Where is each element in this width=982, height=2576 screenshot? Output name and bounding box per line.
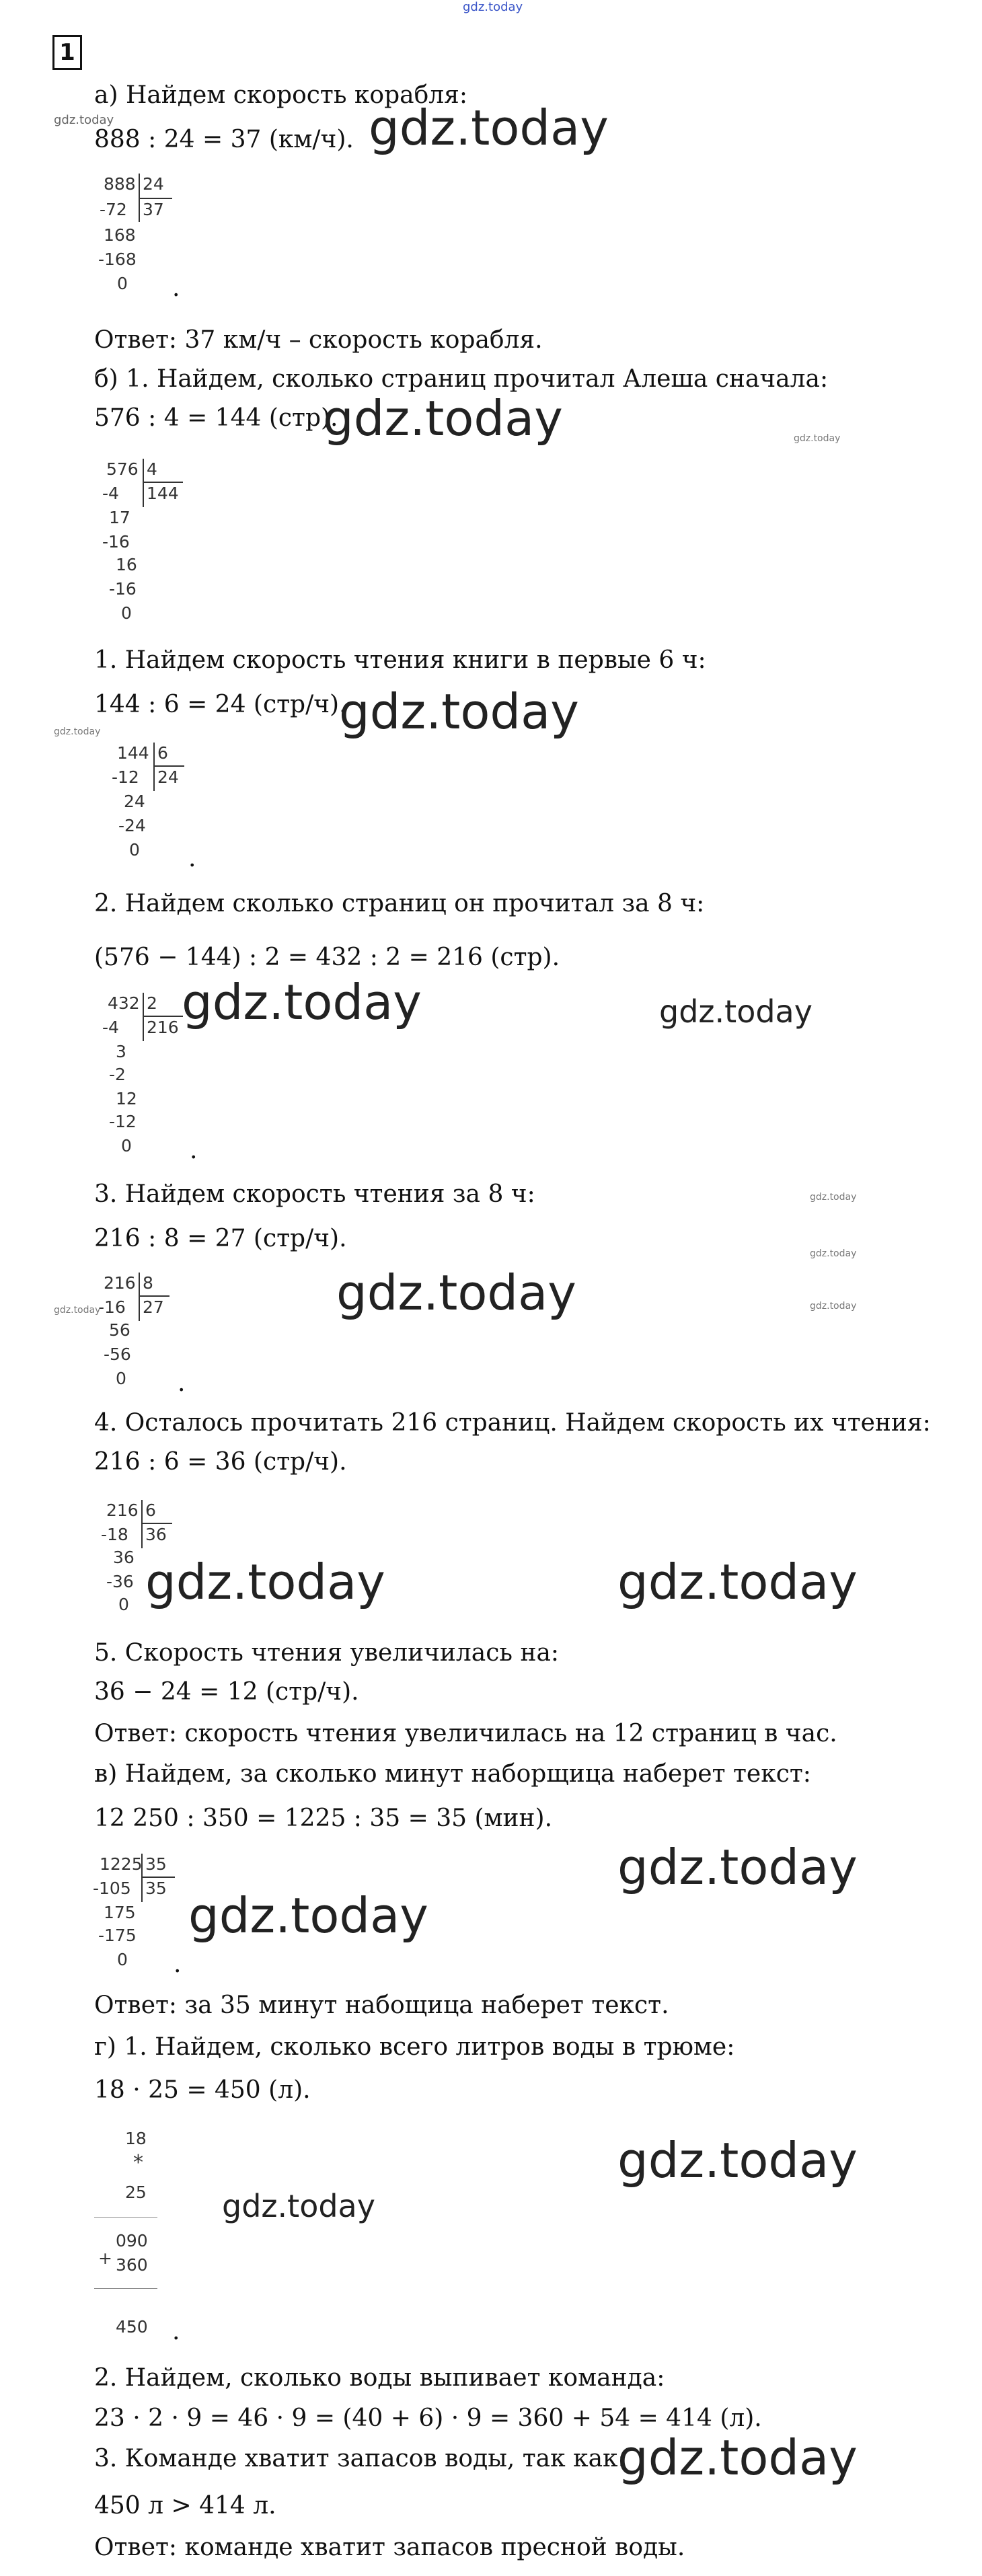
step: -16 [102, 532, 130, 552]
b-step3-title: 3. Найдем скорость чтения за 8 ч: [94, 1180, 535, 1208]
dot: . [172, 274, 180, 302]
factor: 18 [125, 2129, 147, 2148]
b-step5-title: 5. Скорость чтения увеличилась на: [94, 1639, 560, 1667]
divisor: 6 [157, 743, 168, 763]
g-equation-1: 18 · 25 = 450 (л). [94, 2076, 311, 2104]
quotient: 36 [145, 1525, 167, 1544]
step: 0 [118, 1595, 129, 1614]
dividend: 144 [117, 743, 149, 763]
b-equation-6: 36 − 24 = 12 (стр/ч). [94, 1678, 359, 1706]
division-bar [143, 993, 144, 1041]
step: -24 [118, 816, 146, 835]
division-bar [141, 1854, 143, 1902]
watermark-tiny: gdz.today [794, 433, 841, 444]
divisor: 6 [145, 1501, 156, 1520]
division-bar [153, 765, 184, 767]
task-number: 1 [52, 35, 82, 70]
divisor: 35 [145, 1854, 167, 1874]
watermark-big: gdz.today [617, 2429, 858, 2486]
watermark-medium: gdz.today [659, 993, 813, 1030]
g-step2-title: 2. Найдем, сколько воды выпивает команда: [94, 2364, 665, 2392]
watermark-big: gdz.today [336, 1264, 576, 1321]
step: 56 [109, 1320, 130, 1340]
watermark-big: gdz.today [617, 1554, 858, 1610]
watermark-big: gdz.today [339, 683, 579, 740]
watermark-tiny: gdz.today [54, 726, 101, 737]
partial-product: 090 [116, 2231, 148, 2250]
divisor: 8 [143, 1273, 153, 1293]
watermark-big: gdz.today [145, 1554, 385, 1610]
b-equation-4: 216 : 8 = 27 (стр/ч). [94, 1225, 347, 1252]
g-answer: Ответ: команде хватит запасов пресной воды. [94, 2534, 685, 2561]
step: -12 [112, 767, 139, 787]
division-bar [139, 198, 172, 199]
a-equation: 888 : 24 = 37 (км/ч). [94, 126, 354, 153]
watermark-tiny: gdz.today [810, 1248, 857, 1259]
step: -168 [98, 250, 137, 269]
result-line [94, 2288, 157, 2289]
step: -56 [104, 1344, 131, 1364]
watermark-big: gdz.today [188, 1887, 428, 1944]
v-title: в) Найдем, за сколько минут наборщица наберет текст: [94, 1760, 811, 1788]
step: 12 [116, 1089, 137, 1108]
division-bar [153, 743, 155, 791]
quotient: 27 [143, 1297, 164, 1317]
dot: . [178, 1369, 186, 1397]
dividend: 216 [106, 1501, 139, 1520]
b-answer: Ответ: скорость чтения увеличилась на 12 страниц в час. [94, 1720, 837, 1747]
product: 450 [116, 2317, 148, 2337]
b-equation-2: 144 : 6 = 24 (стр/ч). [94, 691, 347, 718]
step: 3 [116, 1042, 126, 1061]
quotient: 216 [147, 1018, 179, 1037]
dividend: 432 [108, 993, 140, 1013]
watermark-small: gdz.today [54, 113, 114, 127]
step: -16 [109, 579, 137, 599]
step: 0 [117, 1950, 128, 1969]
g-title: г) 1. Найдем, сколько всего литров воды в трюме: [94, 2033, 735, 2061]
dot: . [172, 2318, 180, 2345]
step: 0 [129, 840, 140, 860]
g-equation-2: 23 · 2 · 9 = 46 · 9 = (40 + 6) · 9 = 360 + 54 = 414 (л). [94, 2404, 762, 2432]
watermark-tiny: gdz.today [54, 1305, 101, 1316]
division-bar [143, 1016, 183, 1017]
division-bar [141, 1523, 172, 1524]
watermark-tiny: gdz.today [810, 1192, 857, 1203]
plus-sign: + [98, 2248, 112, 2268]
divisor: 4 [147, 459, 157, 479]
g-step3-title: 3. Команде хватит запасов воды, так как: [94, 2445, 626, 2472]
division-bar [143, 482, 183, 483]
partial-product: 360 [116, 2255, 148, 2275]
step: -105 [93, 1879, 131, 1898]
dividend: 888 [104, 174, 136, 194]
b-equation-1: 576 : 4 = 144 (стр). [94, 404, 338, 432]
b-step1-title: 1. Найдем скорость чтения книги в первые 6 ч: [94, 646, 706, 674]
step: -16 [98, 1297, 126, 1317]
step: 168 [104, 225, 136, 245]
dot: . [174, 1950, 182, 1978]
division-bar [139, 1273, 140, 1321]
watermark-big: gdz.today [369, 100, 609, 156]
watermark-big: gdz.today [323, 390, 563, 447]
g-equation-3: 450 л > 414 л. [94, 2492, 276, 2520]
step: -175 [98, 1926, 137, 1945]
b-step4-title: 4. Осталось прочитать 216 страниц. Найдем скорость их чтения: [94, 1409, 931, 1437]
step: -72 [100, 200, 127, 219]
step: -12 [109, 1112, 137, 1131]
top-watermark: gdz.today [463, 0, 523, 14]
step: -36 [106, 1572, 134, 1591]
factor: 25 [125, 2183, 147, 2202]
a-answer: Ответ: 37 км/ч – скорость корабля. [94, 326, 543, 354]
dot: . [190, 1137, 198, 1164]
watermark-big: gdz.today [617, 1839, 858, 1895]
step: 0 [116, 1369, 126, 1388]
quotient: 144 [147, 484, 179, 503]
divisor: 2 [147, 993, 157, 1013]
dividend: 576 [106, 459, 139, 479]
quotient: 35 [145, 1879, 167, 1898]
dot: . [188, 845, 196, 872]
watermark-big: gdz.today [617, 2132, 858, 2189]
division-bar [141, 1500, 143, 1548]
multiply-sign: * [133, 2151, 143, 2174]
b-step2-title: 2. Найдем сколько страниц он прочитал за 8 ч: [94, 890, 705, 917]
step: -4 [102, 484, 119, 503]
divisor: 24 [143, 174, 164, 194]
a-title: а) Найдем скорость корабля: [94, 81, 467, 109]
quotient: 24 [157, 767, 179, 787]
step: 175 [104, 1903, 136, 1922]
b-equation-5: 216 : 6 = 36 (стр/ч). [94, 1448, 347, 1476]
result-line [94, 2217, 157, 2218]
step: 0 [121, 1136, 132, 1156]
watermark-medium: gdz.today [222, 2188, 375, 2224]
b-equation-3: (576 − 144) : 2 = 432 : 2 = 216 (стр). [94, 944, 560, 971]
step: 16 [116, 555, 137, 574]
step: -4 [102, 1018, 119, 1037]
watermark-big: gdz.today [182, 974, 422, 1030]
step: 24 [124, 792, 145, 811]
division-bar [141, 1877, 175, 1878]
b-title: б) 1. Найдем, сколько страниц прочитал Алеша сначала: [94, 365, 829, 393]
v-answer: Ответ: за 35 минут набощица наберет текст. [94, 1992, 669, 2019]
step: 0 [117, 274, 128, 293]
step: -2 [109, 1065, 126, 1084]
watermark-tiny: gdz.today [810, 1301, 857, 1312]
dividend: 1225 [100, 1854, 143, 1874]
v-equation: 12 250 : 350 = 1225 : 35 = 35 (мин). [94, 1805, 553, 1832]
division-bar [139, 1295, 169, 1297]
dividend: 216 [104, 1273, 136, 1293]
quotient: 37 [143, 200, 164, 219]
step: 0 [121, 603, 132, 623]
step: 17 [109, 508, 130, 527]
step: 36 [113, 1548, 135, 1567]
division-bar [143, 459, 144, 507]
step: -18 [101, 1525, 128, 1544]
